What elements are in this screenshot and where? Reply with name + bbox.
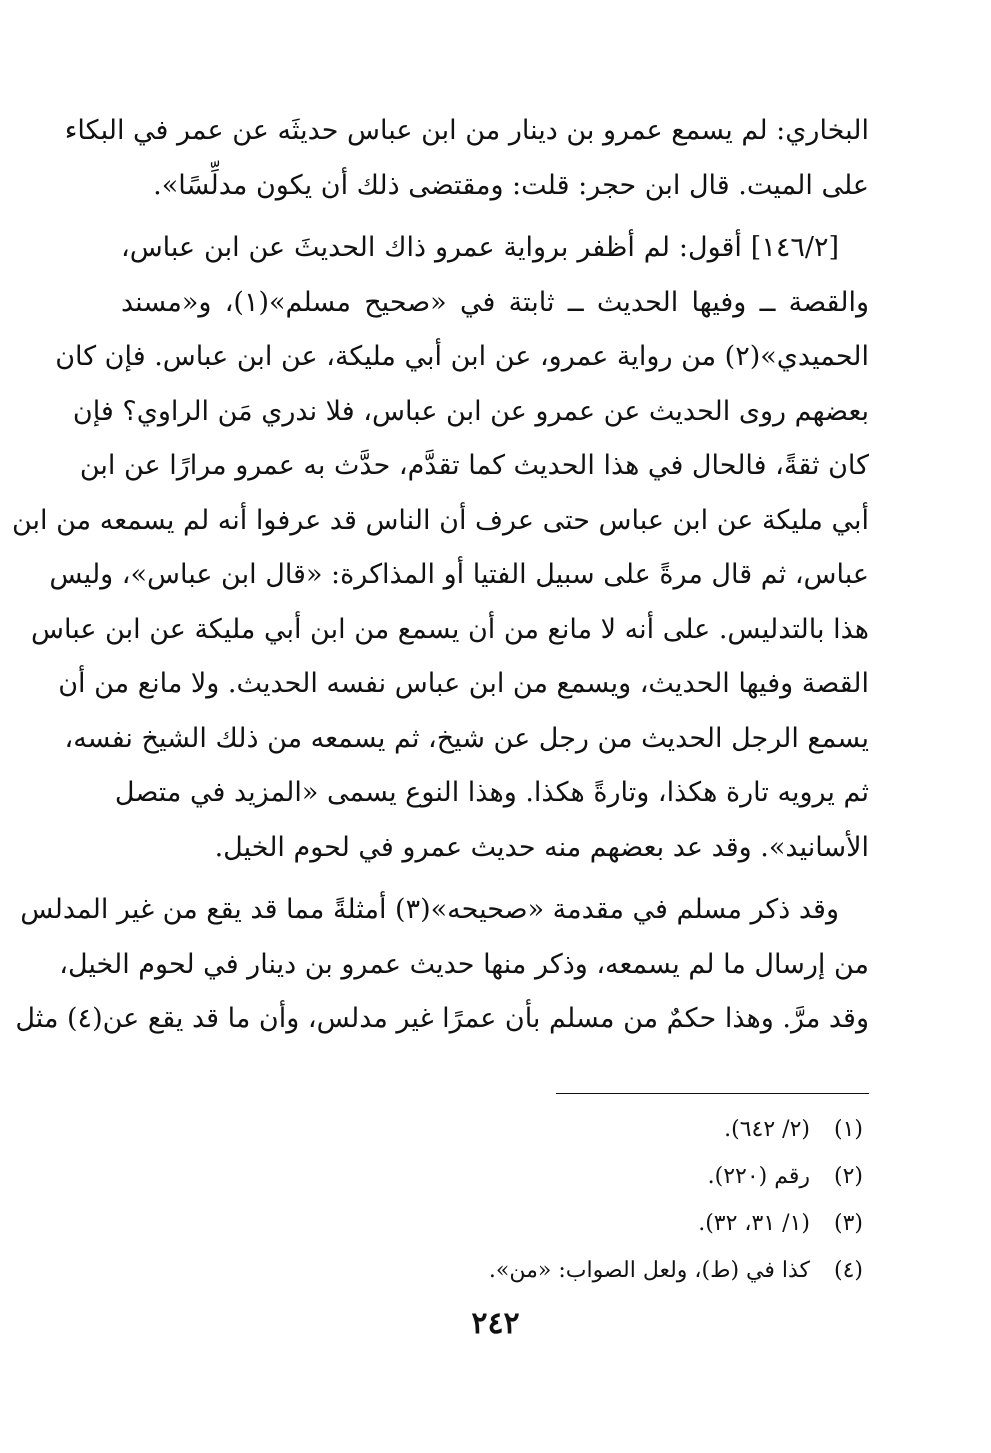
text-line: [١٤٦/٢] أقول: لم أظفر برواية عمرو ذاك الحديثَ عن ابن عباس، xyxy=(121,232,839,263)
footnote-text: (٢/ ٦٤٢). xyxy=(724,1117,810,1142)
text-line: أبي مليكة عن ابن عباس حتى عرف أن الناس قد عرفوا أنه لم يسمعه من ابن xyxy=(11,504,869,536)
footnote-number: (٢) xyxy=(833,1164,863,1189)
main-text xyxy=(11,104,869,1047)
footnote-number: (١) xyxy=(833,1117,863,1142)
page-body xyxy=(11,104,869,1047)
text-line: والقصة ــ وفيها الحديث ــ ثابتة في «صحيح مسلم»(١)، و«مسند xyxy=(121,286,869,318)
text-line: يسمع الرجل الحديث من رجل عن شيخ، ثم يسمعه من ذلك الشيخ نفسه، xyxy=(64,722,869,754)
text-line: هذا بالتدليس. على أنه لا مانع من أن يسمع من ابن أبي مليكة عن ابن عباس xyxy=(31,613,869,645)
text-line: عباس، ثم قال مرةً على سبيل الفتيا أو المذاكرة: «قال ابن عباس»، وليس xyxy=(49,559,869,590)
text-line: وقد مرَّ. وهذا حكمٌ من مسلم بأن عمرًا غير مدلس، وأن ما قد يقع عن(٤) مثل xyxy=(15,1003,869,1034)
text-line: وقد ذكر مسلم في مقدمة «صحيحه»(٣) أمثلةً مما قد يقع من غير المدلس xyxy=(20,894,839,925)
footnote xyxy=(263,1153,863,1200)
paragraph-2 xyxy=(11,221,869,875)
text-line: بعضهم روى الحديث عن عمرو عن ابن عباس، فلا ندري مَن الراوي؟ فإن xyxy=(72,395,869,427)
footnote xyxy=(263,1200,863,1247)
text-line: القصة وفيها الحديث، ويسمع من ابن عباس نفسه الحديث. ولا مانع من أن xyxy=(58,668,869,699)
footnote xyxy=(263,1247,863,1294)
text-line: من إرسال ما لم يسمعه، وذكر منها حديث عمرو بن دينار في لحوم الخيل، xyxy=(59,948,869,980)
text-line: الأسانيد». وقد عد بعضهم منه حديث عمرو في لحوم الخيل. xyxy=(214,831,869,863)
footnote-number: (٤) xyxy=(833,1258,863,1283)
paragraph-1 xyxy=(64,104,869,213)
footnote-text: كذا في (ط)، ولعل الصواب: «من». xyxy=(488,1258,810,1283)
page-number: ٢٤٢ xyxy=(471,1306,520,1341)
footnote-text: (١/ ٣١، ٣٢). xyxy=(698,1211,810,1236)
text-line: على الميت. قال ابن حجر: قلت: ومقتضى ذلك أن يكون مدلِّسًا». xyxy=(153,169,869,201)
text-line: البخاري: لم يسمع عمرو بن دينار من ابن عباس حديثَه عن عمر في البكاء xyxy=(64,115,869,146)
footnote-separator xyxy=(556,1093,869,1094)
paragraph-3 xyxy=(15,883,869,1047)
text-line: كان ثقةً، فالحال في هذا الحديث كما تقدَّم، حدَّث به عمرو مرارًا عن ابن xyxy=(79,450,869,481)
text-line: الحميدي»(٢) من رواية عمرو، عن ابن أبي مليكة، عن ابن عباس. فإن كان xyxy=(55,341,869,372)
footnote-number: (٣) xyxy=(833,1211,863,1236)
footnotes xyxy=(263,1106,863,1294)
text-line: ثم يرويه تارة هكذا، وتارةً هكذا. وهذا النوع يسمى «المزيد في متصل xyxy=(114,777,869,808)
footnote-text: رقم (٢٢٠). xyxy=(707,1164,810,1189)
footnote xyxy=(263,1106,863,1153)
